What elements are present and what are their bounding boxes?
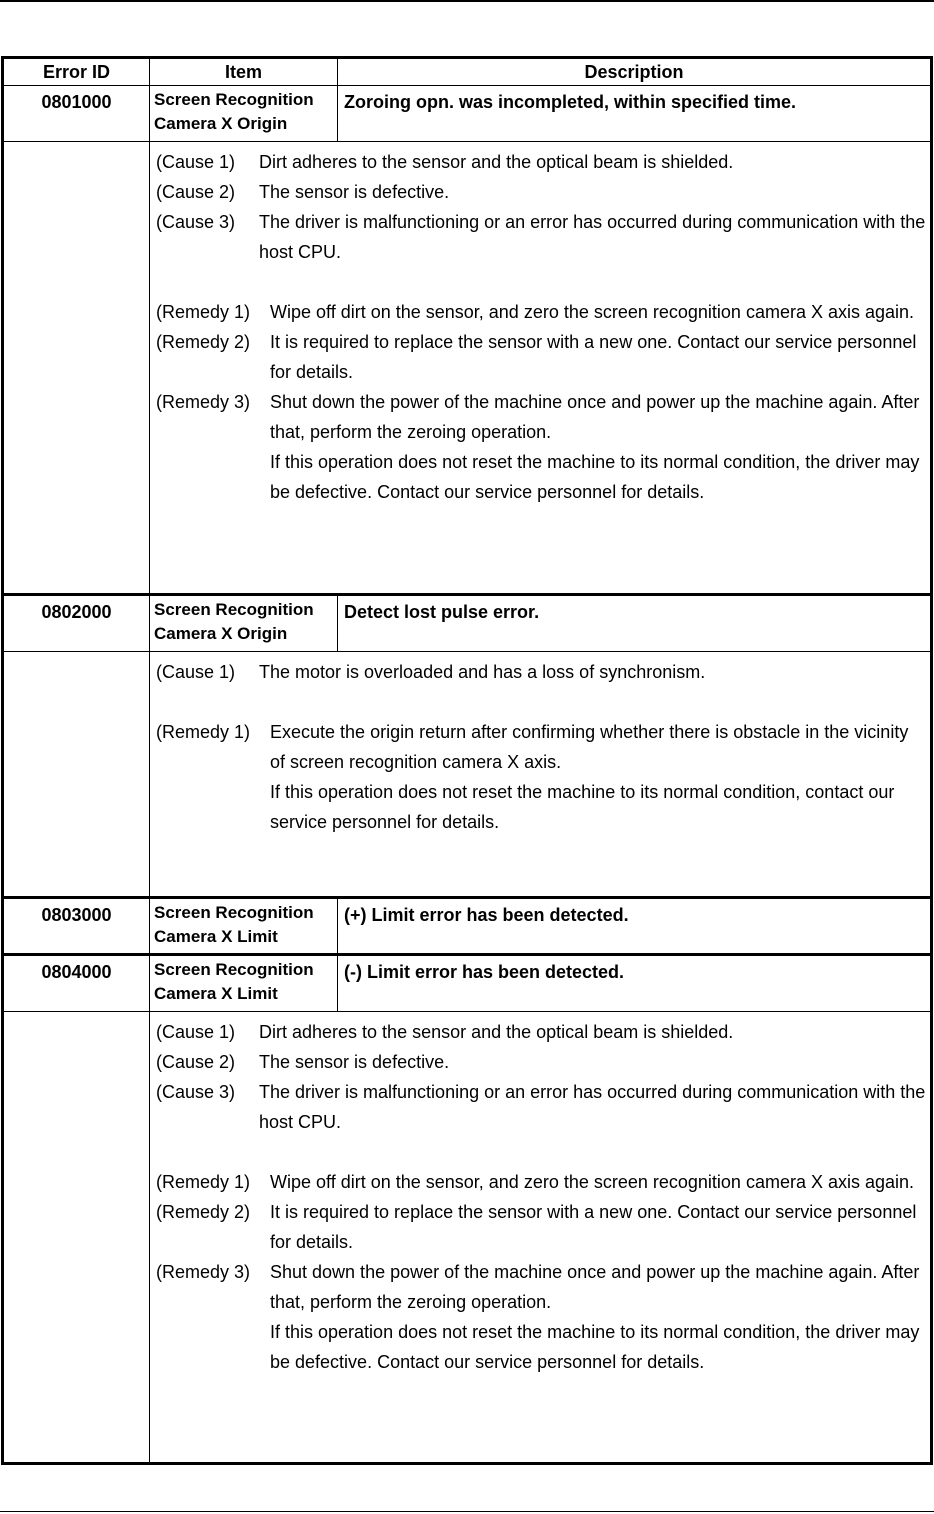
cause-list <box>156 657 926 687</box>
header-description: Description <box>338 58 932 86</box>
remedy-text: Wipe off dirt on the sensor, and zero the screen recognition camera X axis again. <box>270 302 915 322</box>
remedy-entry <box>156 1197 926 1257</box>
item-line: Camera X Limit <box>154 927 278 946</box>
top-rule <box>0 0 934 2</box>
item-line: Camera X Origin <box>154 624 288 643</box>
error-row <box>3 898 932 955</box>
detail-row <box>3 142 932 595</box>
cause-list <box>156 1017 926 1137</box>
detail-cell <box>150 142 932 595</box>
cause-text: The sensor is defective. <box>259 1052 450 1072</box>
cause-text: The driver is malfunctioning or an error has occurred during communication with the host CPU. <box>259 1082 926 1132</box>
remedy-list <box>156 297 926 507</box>
remedy-list <box>156 717 926 837</box>
cause-text: The driver is malfunctioning or an error has occurred during communication with the host CPU. <box>259 212 926 262</box>
remedy-text-extra: If this operation does not reset the machine to its normal condition, the driver may be defective. Contact our service personnel for details. <box>270 452 920 502</box>
remedy-text: Execute the origin return after confirming whether there is obstacle in the vicinity of screen recognition camera X axis. <box>270 722 909 772</box>
detail-cell <box>150 652 932 898</box>
cause-entry <box>156 207 926 267</box>
remedy-entry <box>156 717 926 837</box>
error-item <box>150 955 338 1012</box>
remedy-entry <box>156 387 926 507</box>
cause-entry <box>156 147 926 177</box>
cause-label: (Cause 1) <box>156 152 236 172</box>
error-id: 0802000 <box>3 595 150 652</box>
item-line: Camera X Origin <box>154 114 288 133</box>
remedy-entry <box>156 1257 926 1377</box>
remedy-label: (Remedy 3) <box>156 1262 251 1282</box>
cause-label: (Cause 1) <box>156 662 236 682</box>
cause-entry <box>156 1017 926 1047</box>
detail-cell <box>150 1012 932 1464</box>
remedy-label: (Remedy 1) <box>156 302 251 322</box>
cause-entry <box>156 177 926 207</box>
error-item <box>150 595 338 652</box>
error-description: (-) Limit error has been detected. <box>338 955 932 1012</box>
remedy-label: (Remedy 1) <box>156 1172 251 1192</box>
remedy-text: Shut down the power of the machine once and power up the machine again. After that, perform the zeroing operation. <box>270 392 920 442</box>
detail-row <box>3 652 932 898</box>
remedy-text-extra: If this operation does not reset the machine to its normal condition, contact our service personnel for details. <box>270 782 895 832</box>
remedy-text-extra: If this operation does not reset the machine to its normal condition, the driver may be defective. Contact our service personnel for details. <box>270 1322 920 1372</box>
remedy-label: (Remedy 2) <box>156 332 251 352</box>
error-item <box>150 898 338 955</box>
remedy-entry <box>156 1167 926 1197</box>
remedy-text: Shut down the power of the machine once and power up the machine again. After that, perform the zeroing operation. <box>270 1262 920 1312</box>
remedy-entry <box>156 297 926 327</box>
item-line: Camera X Limit <box>154 984 278 1003</box>
header-item: Item <box>150 58 338 86</box>
error-table <box>1 56 933 1465</box>
remedy-text: It is required to replace the sensor with a new one. Contact our service personnel for details. <box>270 1202 917 1252</box>
cause-text: Dirt adheres to the sensor and the optical beam is shielded. <box>259 152 734 172</box>
error-item <box>150 86 338 142</box>
header-error-id: Error ID <box>3 58 150 86</box>
remedy-label: (Remedy 1) <box>156 722 251 742</box>
cause-label: (Cause 1) <box>156 1022 236 1042</box>
cause-label: (Cause 3) <box>156 1082 236 1102</box>
remedy-label: (Remedy 3) <box>156 392 251 412</box>
remedy-list <box>156 1167 926 1377</box>
cause-entry <box>156 1047 926 1077</box>
cause-list <box>156 147 926 267</box>
error-row <box>3 595 932 652</box>
remedy-label: (Remedy 2) <box>156 1202 251 1222</box>
cause-entry <box>156 1077 926 1137</box>
cause-label: (Cause 2) <box>156 1052 236 1072</box>
remedy-text: Wipe off dirt on the sensor, and zero the screen recognition camera X axis again. <box>270 1172 915 1192</box>
error-description: Detect lost pulse error. <box>338 595 932 652</box>
item-line: Screen Recognition <box>154 960 314 979</box>
item-line: Screen Recognition <box>154 903 314 922</box>
error-row <box>3 86 932 142</box>
cause-label: (Cause 2) <box>156 182 236 202</box>
bottom-rule <box>0 1511 934 1512</box>
error-row <box>3 955 932 1012</box>
error-id: 0803000 <box>3 898 150 955</box>
error-description: (+) Limit error has been detected. <box>338 898 932 955</box>
item-line: Screen Recognition <box>154 90 314 109</box>
detail-row <box>3 1012 932 1464</box>
cause-text: Dirt adheres to the sensor and the optical beam is shielded. <box>259 1022 734 1042</box>
error-id: 0804000 <box>3 955 150 1012</box>
remedy-text: It is required to replace the sensor with a new one. Contact our service personnel for details. <box>270 332 917 382</box>
cause-text: The motor is overloaded and has a loss of synchronism. <box>259 662 706 682</box>
cause-label: (Cause 3) <box>156 212 236 232</box>
cause-text: The sensor is defective. <box>259 182 450 202</box>
header-row <box>3 58 932 86</box>
error-description: Zoroing opn. was incompleted, within specified time. <box>338 86 932 142</box>
error-id: 0801000 <box>3 86 150 142</box>
item-line: Screen Recognition <box>154 600 314 619</box>
cause-entry <box>156 657 926 687</box>
remedy-entry <box>156 327 926 387</box>
